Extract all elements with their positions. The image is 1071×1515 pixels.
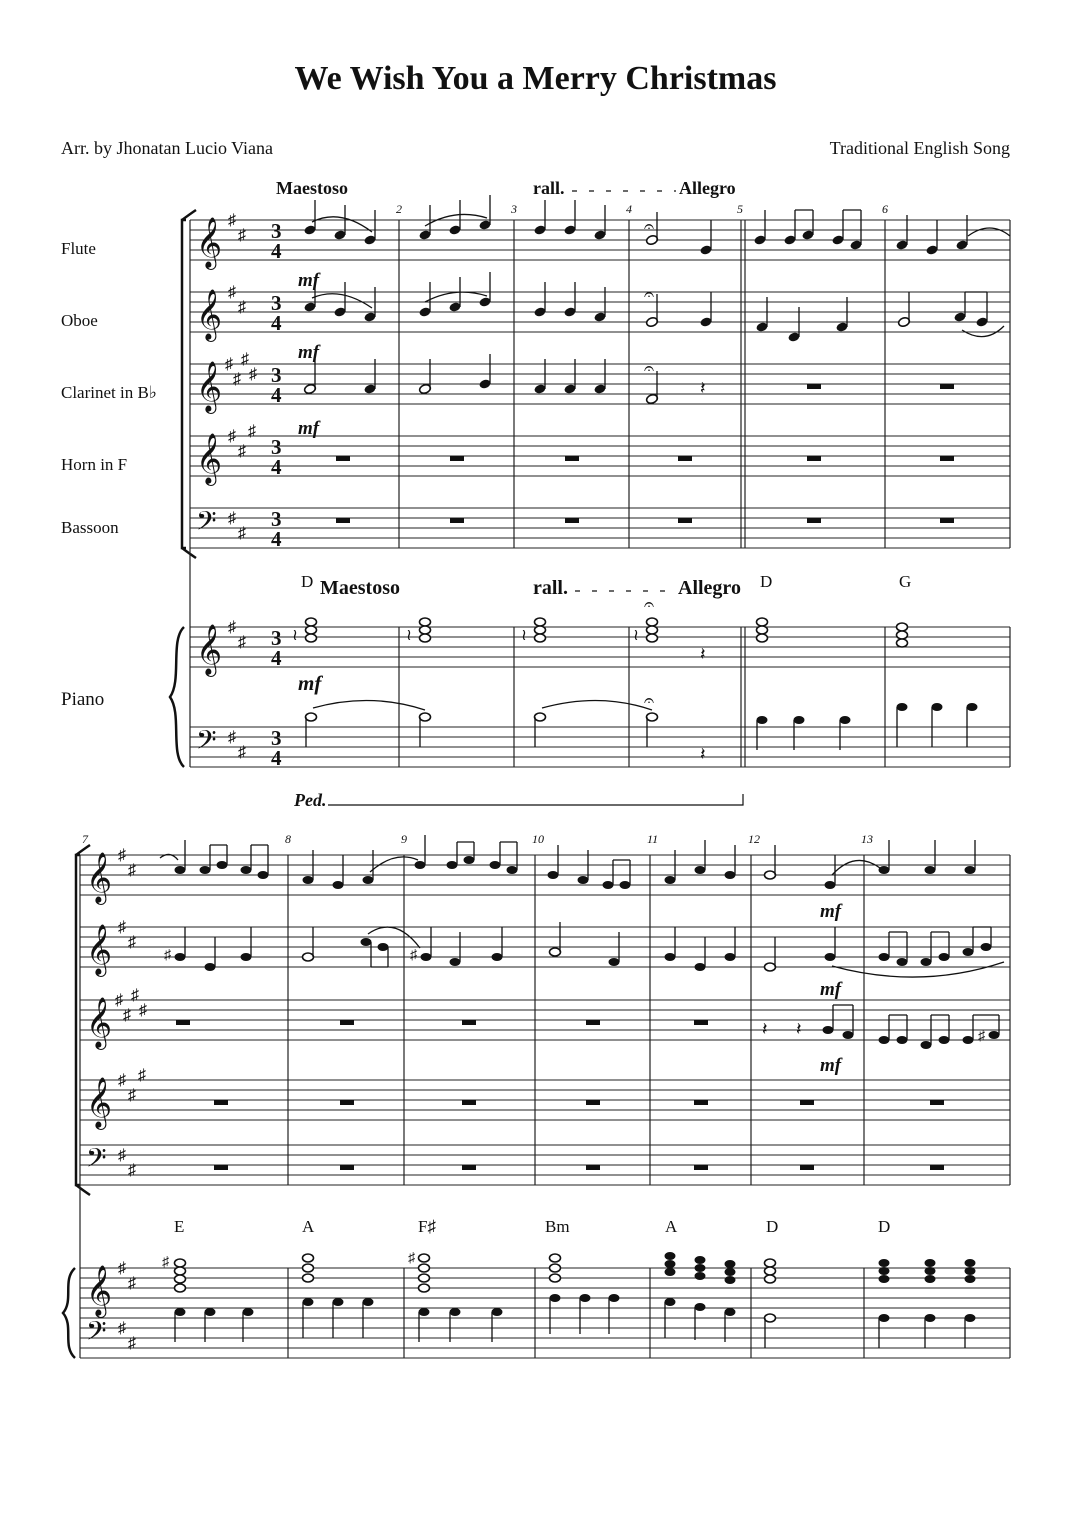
staff-flute-2	[80, 855, 1010, 895]
measure-number: 3	[511, 202, 517, 216]
instrument-label-bassoon: Bassoon	[61, 518, 119, 537]
sharp-icon: ♯	[115, 992, 123, 1009]
dynamic-mf: mf	[298, 671, 322, 695]
sharp-icon: ♯	[238, 443, 246, 460]
sharp-icon: ♯	[238, 525, 246, 542]
piano-treble-chords-2	[162, 1251, 976, 1292]
dynamic-mf: mf	[820, 979, 842, 1000]
measure-number: 12	[748, 832, 760, 846]
chord-symbol: D	[301, 572, 314, 591]
svg-text:♯: ♯	[162, 1255, 169, 1270]
sharp-icon: ♯	[238, 744, 246, 761]
barlines-2	[288, 855, 1010, 1358]
sharp-icon: ♯	[225, 356, 233, 373]
sharp-icon: ♯	[228, 510, 236, 527]
instrument-label-flute: Flute	[61, 239, 96, 258]
svg-text:𝄽: 𝄽	[700, 744, 706, 764]
sharp-icon: ♯	[128, 862, 136, 879]
bass-clef-icon: 𝄢	[196, 725, 217, 761]
chord-symbol: A	[302, 1217, 315, 1236]
tempo-allegro: Allegro	[678, 577, 741, 599]
sharp-icon: ♯	[128, 1162, 136, 1179]
measure-number: 9	[401, 832, 407, 846]
flute-notes-2	[160, 835, 976, 889]
svg-text:3: 3	[271, 219, 282, 243]
tempo-allegro: Allegro	[679, 178, 736, 198]
measure-number: 10	[532, 832, 544, 846]
chord-symbol: D	[760, 572, 773, 591]
measure-number: 7	[82, 832, 88, 846]
piano-brace	[63, 1268, 75, 1358]
sharp-icon: ♯	[118, 847, 126, 864]
sharp-icon: ♯	[128, 1275, 136, 1292]
svg-text:4: 4	[271, 646, 282, 670]
chord-symbol: D	[766, 1217, 779, 1236]
measure-number: 4	[626, 202, 632, 216]
svg-text:≀: ≀	[292, 627, 298, 644]
tempo-rall: rall.	[533, 577, 568, 599]
staff-piano-bass	[190, 727, 1010, 767]
key-signatures-1	[225, 212, 257, 761]
measure-numbers-system-2	[82, 832, 873, 846]
chord-symbol: Bm	[545, 1217, 570, 1236]
pedal-marking: Ped.	[294, 790, 327, 810]
sharp-icon: ♯	[228, 729, 236, 746]
measure-number: 11	[647, 832, 659, 846]
svg-text:𝄽: 𝄽	[762, 1019, 768, 1039]
sharp-icon: ♯	[128, 934, 136, 951]
sharp-icon: ♯	[131, 987, 139, 1004]
horn-rests-1	[336, 456, 954, 461]
svg-text:≀: ≀	[406, 627, 412, 644]
svg-text:3: 3	[271, 626, 282, 650]
svg-text:♯: ♯	[410, 948, 417, 963]
sharp-icon: ♯	[128, 1335, 136, 1352]
staff-bassoon	[190, 508, 1010, 548]
clefs-system-1	[196, 218, 222, 677]
piano-brace	[170, 627, 184, 767]
chord-symbols-2	[174, 1217, 890, 1236]
svg-text:4: 4	[271, 383, 282, 407]
staff-horn	[190, 436, 1010, 476]
staff-oboe-2	[80, 927, 1010, 967]
svg-text:♯: ♯	[164, 948, 171, 963]
instrument-label-piano: Piano	[61, 689, 105, 710]
treble-clef-icon: 𝄞	[86, 853, 113, 902]
dynamic-mf: mf	[298, 270, 320, 291]
sharp-icon: ♯	[118, 1320, 126, 1337]
clarinet-notes-2	[176, 1005, 1000, 1049]
treble-clef-icon: 𝄞	[196, 434, 223, 483]
tempo-maestoso: Maestoso	[276, 178, 348, 198]
sharp-icon: ♯	[123, 1007, 131, 1024]
bass-clef-icon: 𝄢	[196, 506, 217, 542]
svg-text:≀: ≀	[633, 627, 639, 644]
sharp-icon: ♯	[241, 351, 249, 368]
sharp-icon: ♯	[118, 1260, 126, 1277]
svg-text:𝄽: 𝄽	[700, 378, 706, 398]
score-title: We Wish You a Merry Christmas	[294, 60, 777, 97]
instrument-label-clarinet: Clarinet in B♭	[61, 383, 157, 402]
treble-clef-icon: 𝄞	[196, 290, 223, 339]
sharp-icon: ♯	[228, 284, 236, 301]
sharp-icon: ♯	[138, 1067, 146, 1084]
sharp-icon: ♯	[228, 212, 236, 229]
pedal-line	[328, 794, 743, 805]
sharp-icon: ♯	[238, 634, 246, 651]
svg-text:𝄽: 𝄽	[796, 1019, 802, 1039]
dynamic-mf: mf	[298, 342, 320, 363]
sharp-icon: ♯	[238, 227, 246, 244]
oboe-notes-2	[164, 922, 1004, 977]
svg-text:3: 3	[271, 363, 282, 387]
treble-clef-icon: 𝄞	[86, 925, 113, 974]
svg-text:𝄐: 𝄐	[644, 358, 655, 378]
piano-treble-chords-1	[292, 594, 908, 664]
clefs-system-2	[86, 853, 112, 1318]
treble-clef-icon: 𝄞	[86, 1266, 113, 1315]
staff-piano-bass-2	[80, 1318, 1010, 1358]
treble-clef-icon: 𝄞	[196, 218, 223, 267]
bass-clef-icon: 𝄢	[86, 1316, 107, 1352]
dynamic-mf: mf	[820, 1055, 842, 1076]
sharp-icon: ♯	[228, 428, 236, 445]
winds-bracket	[182, 220, 186, 548]
chord-symbol: D	[878, 1217, 891, 1236]
sharp-icon: ♯	[139, 1002, 147, 1019]
chord-symbol: A	[665, 1217, 678, 1236]
measure-number: 2	[396, 202, 402, 216]
svg-text:𝄐: 𝄐	[644, 216, 655, 236]
measure-number: 13	[861, 832, 873, 846]
arranger-credit: Arr. by Jhonatan Lucio Viana	[61, 138, 274, 158]
svg-text:4: 4	[271, 311, 282, 335]
flute-notes-1	[303, 195, 1010, 256]
staff-clarinet	[190, 364, 1010, 404]
measure-number: 8	[285, 832, 291, 846]
svg-text:4: 4	[271, 239, 282, 263]
sharp-icon: ♯	[238, 299, 246, 316]
treble-clef-icon: 𝄞	[86, 998, 113, 1047]
svg-text:4: 4	[271, 455, 282, 479]
sharp-icon: ♯	[118, 1147, 126, 1164]
sharp-icon: ♯	[118, 1072, 126, 1089]
treble-clef-icon: 𝄞	[196, 625, 223, 674]
measure-number: 6	[882, 202, 888, 216]
treble-clef-icon: 𝄞	[86, 1078, 113, 1127]
staff-clarinet-2	[80, 1000, 1010, 1040]
svg-text:≀: ≀	[521, 627, 527, 644]
measure-numbers-system-1	[396, 202, 888, 216]
bass-clef-icon: 𝄢	[86, 1143, 107, 1179]
svg-text:3: 3	[271, 726, 282, 750]
measure-number: 5	[737, 202, 743, 216]
dynamic-mf: mf	[298, 418, 320, 439]
sharp-icon: ♯	[248, 423, 256, 440]
svg-text:♯: ♯	[978, 1029, 985, 1044]
bassoon-rests-1	[336, 518, 954, 523]
chord-symbol: F♯	[418, 1217, 436, 1236]
svg-text:3: 3	[271, 435, 282, 459]
svg-text:4: 4	[271, 527, 282, 551]
chord-symbol: G	[899, 572, 912, 591]
composer-credit: Traditional English Song	[829, 138, 1010, 158]
sharp-icon: ♯	[249, 366, 257, 383]
tempo-maestoso: Maestoso	[320, 577, 400, 599]
sharp-icon: ♯	[233, 371, 241, 388]
horn-rests-2	[214, 1100, 944, 1105]
svg-text:𝄐: 𝄐	[644, 690, 655, 710]
svg-text:3: 3	[271, 291, 282, 315]
svg-text:3: 3	[271, 507, 282, 531]
svg-text:𝄐: 𝄐	[644, 284, 655, 304]
piano-bass-notes-2	[175, 1294, 976, 1348]
svg-text:𝄽: 𝄽	[700, 644, 706, 664]
chord-symbol: E	[174, 1217, 185, 1236]
time-signatures	[271, 219, 282, 770]
bassoon-rests-2	[214, 1165, 944, 1170]
svg-text:4: 4	[271, 746, 282, 770]
svg-text:♯: ♯	[408, 1251, 415, 1266]
instrument-label-oboe: Oboe	[61, 311, 98, 330]
staff-flute	[190, 220, 1010, 260]
staff-piano-treble-2	[80, 1268, 1010, 1308]
instrument-label-horn: Horn in F	[61, 455, 128, 474]
sharp-icon: ♯	[118, 919, 126, 936]
sharp-icon: ♯	[228, 619, 236, 636]
tempo-rall: rall.	[533, 178, 565, 198]
svg-text:𝄐: 𝄐	[644, 594, 655, 614]
sharp-icon: ♯	[128, 1087, 136, 1104]
treble-clef-icon: 𝄞	[196, 362, 223, 411]
dynamic-mf: mf	[820, 901, 842, 922]
